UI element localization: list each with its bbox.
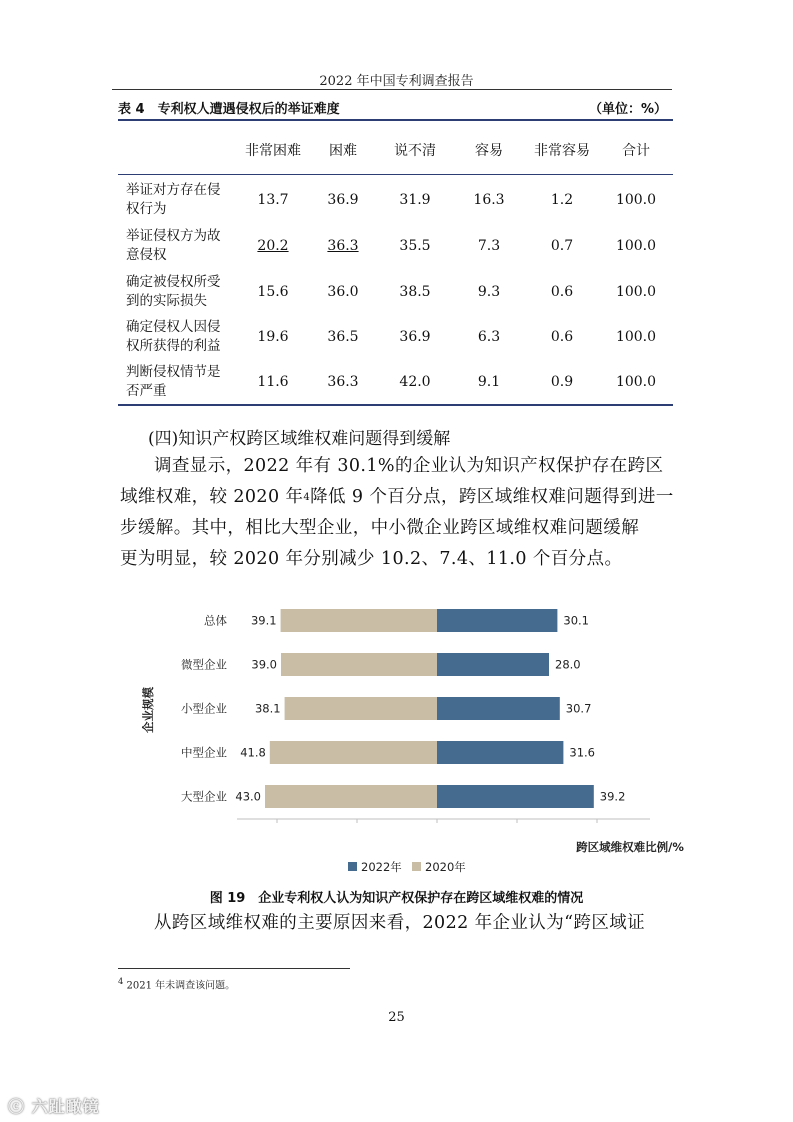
table-cell: 1.2 xyxy=(550,192,574,208)
row-label: 确定被侵权所受 到的实际损失 xyxy=(126,274,221,309)
row-label: 确定侵权人因侵 权所获得的利益 xyxy=(126,319,221,354)
data-label-2022: 31.6 xyxy=(569,745,596,760)
table-cell: 31.9 xyxy=(399,192,431,208)
table-cell: 42.0 xyxy=(399,374,431,390)
legend xyxy=(348,860,466,874)
table-bottom-rule xyxy=(118,404,673,406)
row-label: 举证侵权方为故 意侵权 xyxy=(126,228,221,263)
bar-2022 xyxy=(437,741,563,764)
data-label-2020: 39.1 xyxy=(250,613,277,628)
bar-2022 xyxy=(437,697,560,720)
table-cell: 100.0 xyxy=(615,238,657,254)
table-cell: 7.3 xyxy=(477,238,501,254)
column-header: 说不清 xyxy=(394,143,436,159)
table-cell: 100.0 xyxy=(615,374,657,390)
table-cell: 38.5 xyxy=(399,284,431,300)
bar-2022 xyxy=(437,653,549,676)
data-label-2020: 38.1 xyxy=(254,701,281,716)
table-cell: 36.5 xyxy=(327,329,359,345)
footnote-rule xyxy=(118,968,350,969)
bar-2020 xyxy=(281,609,437,632)
table-header-rule xyxy=(118,174,673,175)
column-header: 非常容易 xyxy=(534,143,590,159)
page-number: 25 xyxy=(388,1010,405,1025)
category-label: 总体 xyxy=(204,613,227,628)
column-header: 容易 xyxy=(475,143,503,159)
table-cell: 100.0 xyxy=(615,329,657,345)
table-cell: 36.9 xyxy=(399,329,431,345)
column-header: 困难 xyxy=(329,143,357,159)
category-label: 小型企业 xyxy=(181,701,227,716)
table-cell: 16.3 xyxy=(473,192,505,208)
category-label: 大型企业 xyxy=(181,789,227,804)
bar-2020 xyxy=(265,785,437,808)
data-label-2022: 39.2 xyxy=(599,789,626,804)
bar-2020 xyxy=(285,697,437,720)
table-cell: 36.9 xyxy=(327,192,359,208)
row-label: 判断侵权情节是 否严重 xyxy=(126,364,221,399)
data-label-2022: 30.7 xyxy=(565,701,592,716)
table-cell: 20.2 xyxy=(257,238,289,254)
legend-swatch-2020 xyxy=(412,862,421,871)
data-label-2022: 30.1 xyxy=(563,613,590,628)
table-caption: 表 4 专利权人遭遇侵权后的举证难度 xyxy=(118,102,340,117)
legend-swatch-2022 xyxy=(348,862,357,871)
data-label-2020: 39.0 xyxy=(251,657,277,672)
table-cell: 6.3 xyxy=(477,329,501,345)
table-cell: 100.0 xyxy=(615,284,657,300)
table-cell: 100.0 xyxy=(615,192,657,208)
page-header-title: 2022 年中国专利调查报告 xyxy=(319,74,474,89)
row-label: 举证对方存在侵 权行为 xyxy=(126,182,221,217)
y-axis-label: 企业规模 xyxy=(141,687,155,733)
bar-chart xyxy=(130,598,684,880)
legend-label: 2022年 xyxy=(361,860,402,874)
figure-caption: 图 19 企业专利权人认为知识产权保护存在跨区域维权难的情况 xyxy=(209,891,584,906)
table-cell: 35.5 xyxy=(399,238,431,254)
watermark-icon: ⓒ xyxy=(8,1097,26,1116)
bar-2022 xyxy=(437,609,557,632)
table-cell: 9.3 xyxy=(477,284,501,300)
column-header: 非常困难 xyxy=(245,143,301,159)
table-cell: 0.9 xyxy=(550,374,574,390)
data-label-2020: 43.0 xyxy=(235,789,261,804)
section-heading: (四)知识产权跨区域维权难问题得到缓解 xyxy=(148,429,451,449)
footnote-marker: 4 xyxy=(118,976,124,986)
data-label-2020: 41.8 xyxy=(240,745,266,760)
table-cell: 0.7 xyxy=(550,238,574,254)
table-cell: 0.6 xyxy=(550,329,574,345)
table-cell: 9.1 xyxy=(477,374,501,390)
bar-2020 xyxy=(270,741,437,764)
footnote xyxy=(118,976,235,991)
header-rule xyxy=(112,89,672,90)
table-unit: （单位：%） xyxy=(588,102,667,117)
column-header: 合计 xyxy=(622,143,650,159)
footnote-reference[interactable]: 4 xyxy=(303,492,311,503)
table-cell: 36.0 xyxy=(327,284,359,300)
body-paragraph-continued: 从跨区域维权难的主要原因来看，2022 年企业认为“跨区域证 xyxy=(154,913,646,933)
table-cell: 11.6 xyxy=(257,374,289,390)
table-cell: 15.6 xyxy=(257,284,289,300)
y-axis-label-group xyxy=(141,687,155,733)
data-label-2022: 28.0 xyxy=(555,657,581,672)
legend-label: 2020年 xyxy=(425,860,466,874)
bar-2022 xyxy=(437,785,594,808)
table-top-rule xyxy=(118,119,673,121)
category-label: 微型企业 xyxy=(181,657,227,672)
body-paragraph: 调查显示，2022 年有 30.1%的企业认为知识产权保护存在跨区 域维权难，较 2020 年$^4$降低 9 个百分点，跨区域维权难问题得到进一 步缓解。其中，相比大型企业，中小微企业跨区域维权难问题缓解 更为明显，较 2020 年分别减少 10.2、7.4、11.0 个百分点。 xyxy=(120,456,674,569)
watermark-logo: ⓒ 六趾瞰镜 xyxy=(8,1097,100,1116)
bars-group xyxy=(181,609,625,823)
table-cell: 36.3 xyxy=(327,238,359,254)
table-cell: 13.7 xyxy=(257,192,289,208)
table-cell: 0.6 xyxy=(550,284,574,300)
footnote-text: 2021 年未调查该问题。 xyxy=(126,980,236,992)
bar-2020 xyxy=(281,653,437,676)
table-cell: 36.3 xyxy=(327,374,359,390)
x-axis-label: 跨区域维权难比例/% xyxy=(576,840,684,854)
category-label: 中型企业 xyxy=(181,745,227,760)
table-cell: 19.6 xyxy=(257,329,289,345)
